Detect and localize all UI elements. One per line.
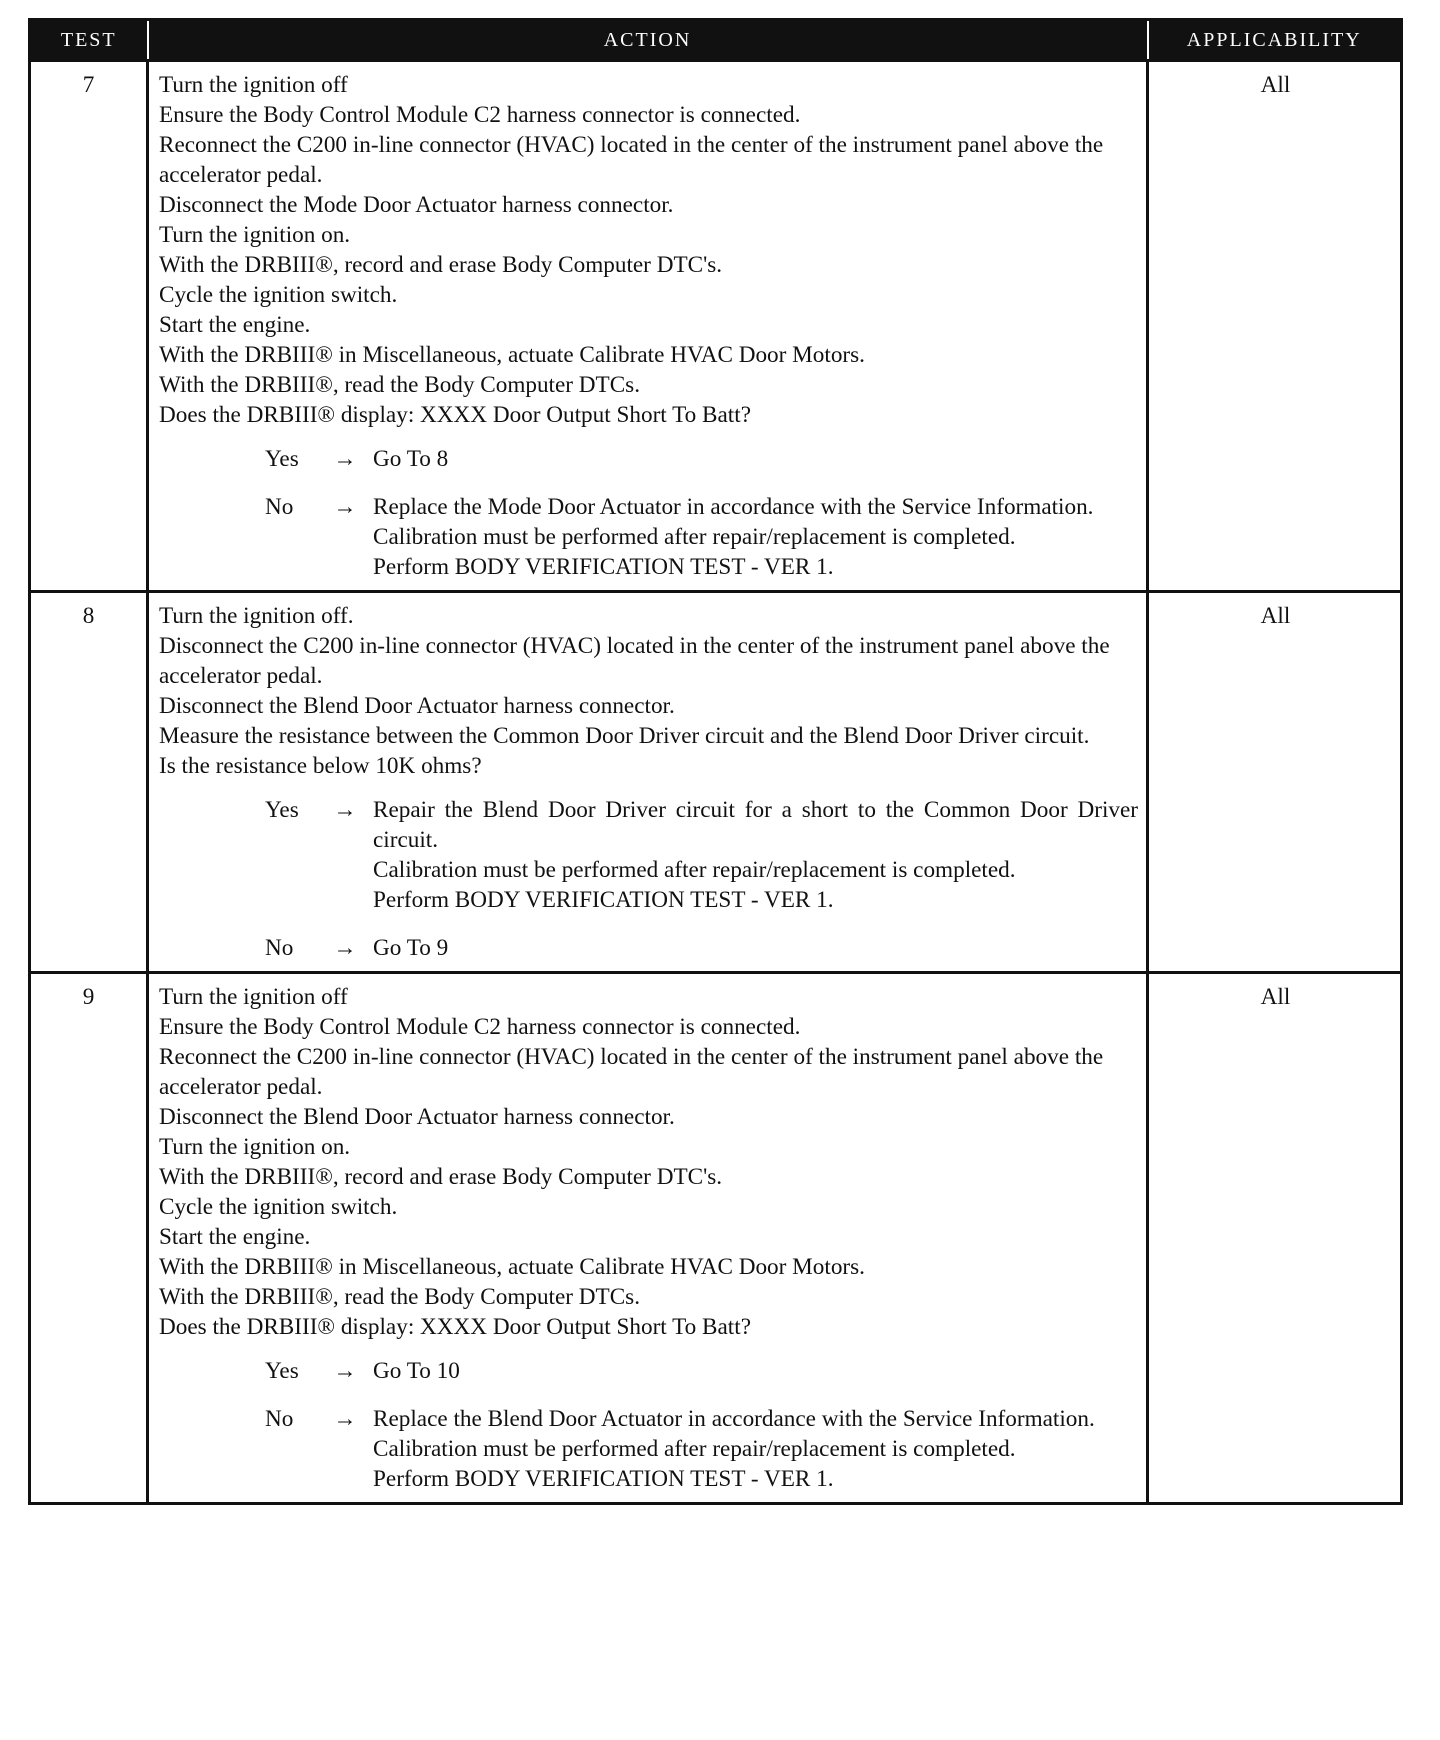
outcome-result [373, 492, 1138, 582]
outcome-result [373, 933, 1138, 963]
arrow-right-icon: → [333, 494, 357, 520]
action-step: Turn the ignition off. [159, 603, 354, 629]
table-body [30, 61, 1402, 1504]
outcome-result-line: Repair the Blend Door Driver circuit for a short to the Common Door Driver circuit. [373, 797, 1138, 853]
outcome-result [373, 795, 1138, 915]
header-applicability: APPLICABILITY [1148, 20, 1402, 61]
outcome-answer: No [265, 935, 294, 961]
action-step: With the DRBIII®, read the Body Computer DTCs. [159, 1284, 641, 1310]
action-step: Reconnect the C200 in-line connector (HVAC) located in the center of the instrument panel above the accelerator pedal. [159, 132, 1104, 188]
arrow-right-icon: → [333, 1406, 357, 1432]
arrow-right-icon: → [333, 797, 357, 823]
outcome-result [373, 1404, 1138, 1494]
action-step: With the DRBIII® in Miscellaneous, actuate Calibrate HVAC Door Motors. [159, 1254, 865, 1280]
applicability-value: All [1148, 61, 1402, 592]
action-steps [159, 70, 1138, 430]
arrow-right-icon: → [333, 935, 357, 961]
applicability-value: All [1148, 592, 1402, 973]
outcome-yes [159, 1356, 1138, 1386]
action-step: With the DRBIII® in Miscellaneous, actuate Calibrate HVAC Door Motors. [159, 342, 865, 368]
applicability-value: All [1148, 973, 1402, 1504]
action-step: Measure the resistance between the Common Door Driver circuit and the Blend Door Driver circuit. [159, 723, 1090, 749]
action-step: Disconnect the Blend Door Actuator harness connector. [159, 693, 675, 719]
outcome-result-line: Go To 10 [373, 1358, 460, 1384]
action-step: Ensure the Body Control Module C2 harness connector is connected. [159, 102, 801, 128]
action-step: Ensure the Body Control Module C2 harness connector is connected. [159, 1014, 801, 1040]
action-step: Turn the ignition on. [159, 1134, 351, 1160]
table-row [30, 592, 1402, 973]
diagnostic-page [28, 18, 1400, 1505]
action-step: Start the engine. [159, 1224, 311, 1250]
outcome-result-line: Calibration must be performed after repair/replacement is completed. [373, 524, 1016, 550]
action-steps [159, 982, 1138, 1342]
action-cell [148, 61, 1148, 592]
test-number: 8 [30, 592, 148, 973]
outcome-list [159, 444, 1138, 582]
outcome-answer: Yes [265, 797, 299, 823]
action-step: Turn the ignition off [159, 984, 348, 1010]
table-row [30, 61, 1402, 592]
outcome-result-line: Go To 9 [373, 935, 449, 961]
action-step: Turn the ignition on. [159, 222, 351, 248]
action-step: Cycle the ignition switch. [159, 1194, 398, 1220]
action-step: Disconnect the Mode Door Actuator harness connector. [159, 192, 674, 218]
action-step: Does the DRBIII® display: XXXX Door Output Short To Batt? [159, 1314, 751, 1340]
action-step: Cycle the ignition switch. [159, 282, 398, 308]
outcome-no [159, 933, 1138, 963]
outcome-result [373, 1356, 1138, 1386]
action-cell [148, 973, 1148, 1504]
outcome-answer: Yes [265, 1358, 299, 1384]
action-step: Turn the ignition off [159, 72, 348, 98]
outcome-result-line: Calibration must be performed after repair/replacement is completed. [373, 857, 1016, 883]
diagnostic-test-table [28, 18, 1403, 1505]
table-row [30, 973, 1402, 1504]
action-step: Disconnect the Blend Door Actuator harness connector. [159, 1104, 675, 1130]
header-test: TEST [30, 20, 148, 61]
test-number: 7 [30, 61, 148, 592]
outcome-list [159, 1356, 1138, 1494]
arrow-right-icon: → [333, 1358, 357, 1384]
action-step: Start the engine. [159, 312, 311, 338]
outcome-no [159, 1404, 1138, 1494]
outcome-result-line: Perform BODY VERIFICATION TEST - VER 1. [373, 887, 834, 913]
arrow-right-icon: → [333, 446, 357, 472]
action-step: Is the resistance below 10K ohms? [159, 753, 482, 779]
outcome-result-line: Go To 8 [373, 446, 449, 472]
outcome-result-line: Perform BODY VERIFICATION TEST - VER 1. [373, 1466, 834, 1492]
outcome-list [159, 795, 1138, 963]
action-step: Does the DRBIII® display: XXXX Door Output Short To Batt? [159, 402, 751, 428]
outcome-result-line: Perform BODY VERIFICATION TEST - VER 1. [373, 554, 834, 580]
action-cell [148, 592, 1148, 973]
outcome-answer: No [265, 494, 294, 520]
table-header [30, 20, 1402, 61]
action-step: Reconnect the C200 in-line connector (HVAC) located in the center of the instrument panel above the accelerator pedal. [159, 1044, 1104, 1100]
action-step: With the DRBIII®, record and erase Body Computer DTC's. [159, 252, 723, 278]
outcome-result-line: Calibration must be performed after repair/replacement is completed. [373, 1436, 1016, 1462]
outcome-result-line: Replace the Mode Door Actuator in accordance with the Service Information. [373, 494, 1094, 520]
action-step: Disconnect the C200 in-line connector (HVAC) located in the center of the instrument panel above the accelerator pedal. [159, 633, 1110, 689]
outcome-answer: Yes [265, 446, 299, 472]
action-step: With the DRBIII®, read the Body Computer DTCs. [159, 372, 641, 398]
outcome-yes [159, 795, 1138, 915]
action-step: With the DRBIII®, record and erase Body Computer DTC's. [159, 1164, 723, 1190]
outcome-answer: No [265, 1406, 294, 1432]
outcome-yes [159, 444, 1138, 474]
outcome-result [373, 444, 1138, 474]
header-action: ACTION [148, 20, 1148, 61]
outcome-result-line: Replace the Blend Door Actuator in accordance with the Service Information. [373, 1406, 1095, 1432]
action-steps [159, 601, 1138, 781]
outcome-no [159, 492, 1138, 582]
test-number: 9 [30, 973, 148, 1504]
